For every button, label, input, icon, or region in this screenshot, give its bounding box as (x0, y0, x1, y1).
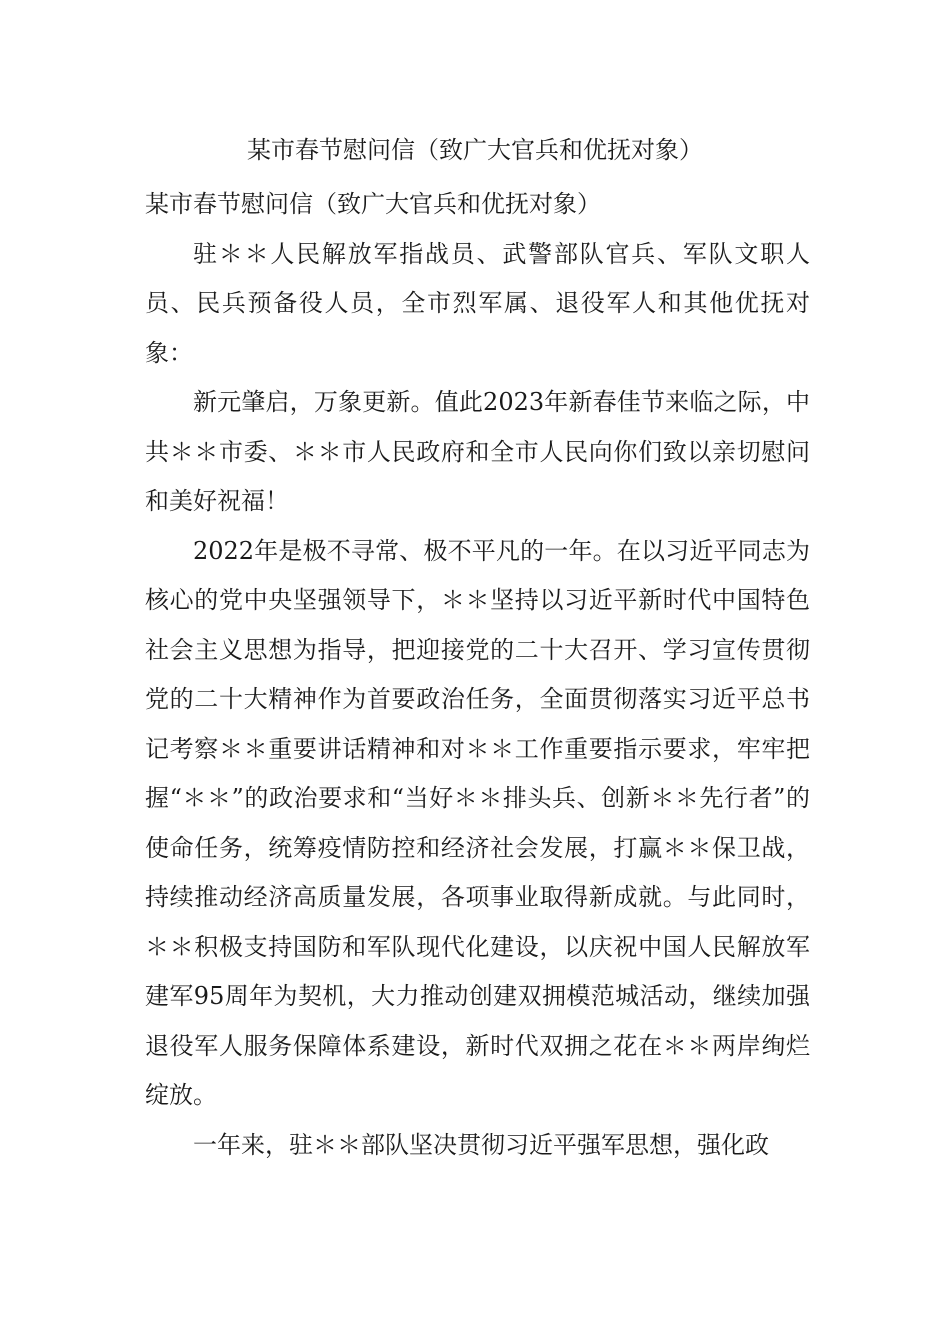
paragraph-greeting: 新元肇启，万象更新。值此2023年新春佳节来临之际，中共＊＊市委、＊＊市人民政府和全市人民向你们致以亲切慰问和美好祝福！ (145, 388, 810, 515)
salutation: 驻＊＊人民解放军指战员、武警部队官兵、军队文职人员、民兵预备役人员，全市烈军属、退役军人和其他优抚对象： (145, 239, 810, 367)
document-subtitle: 某市春节慰问信（致广大官兵和优抚对象） (145, 190, 601, 218)
paragraph-troops: 一年来，驻＊＊部队坚决贯彻习近平强军思想，强化政 (193, 1130, 769, 1159)
document-title: 某市春节慰问信（致广大官兵和优抚对象） (247, 136, 703, 164)
paragraph-review-2022: 2022年是极不寻常、极不平凡的一年。在以习近平同志为核心的党中央坚强领导下，＊＊坚持以习近平新时代中国特色社会主义思想为指导，把迎接党的二十大召开、学习宣传贯彻党的二十大精神作为首要政治任务，全面贯彻落实习近平总书记考察＊＊重要讲话精神和对＊＊工作重要指示要求，牢牢把握“＊＊”的政治要求和“当好＊＊排头兵、创新＊＊先行者”的使命任务，统筹疫情防控和经济社会发展，打赢＊＊保卫战，持续推动经济高质量发展，各项事业取得新成就。与此同时，＊＊积极支持国防和军队现代化建设，以庆祝中国人民解放军建军95周年为契机，大力推动创建双拥模范城活动，继续加强退役军人服务保障体系建设，新时代双拥之花在＊＊两岸绚烂绽放。 (145, 536, 810, 1109)
document-body (145, 180, 810, 1170)
